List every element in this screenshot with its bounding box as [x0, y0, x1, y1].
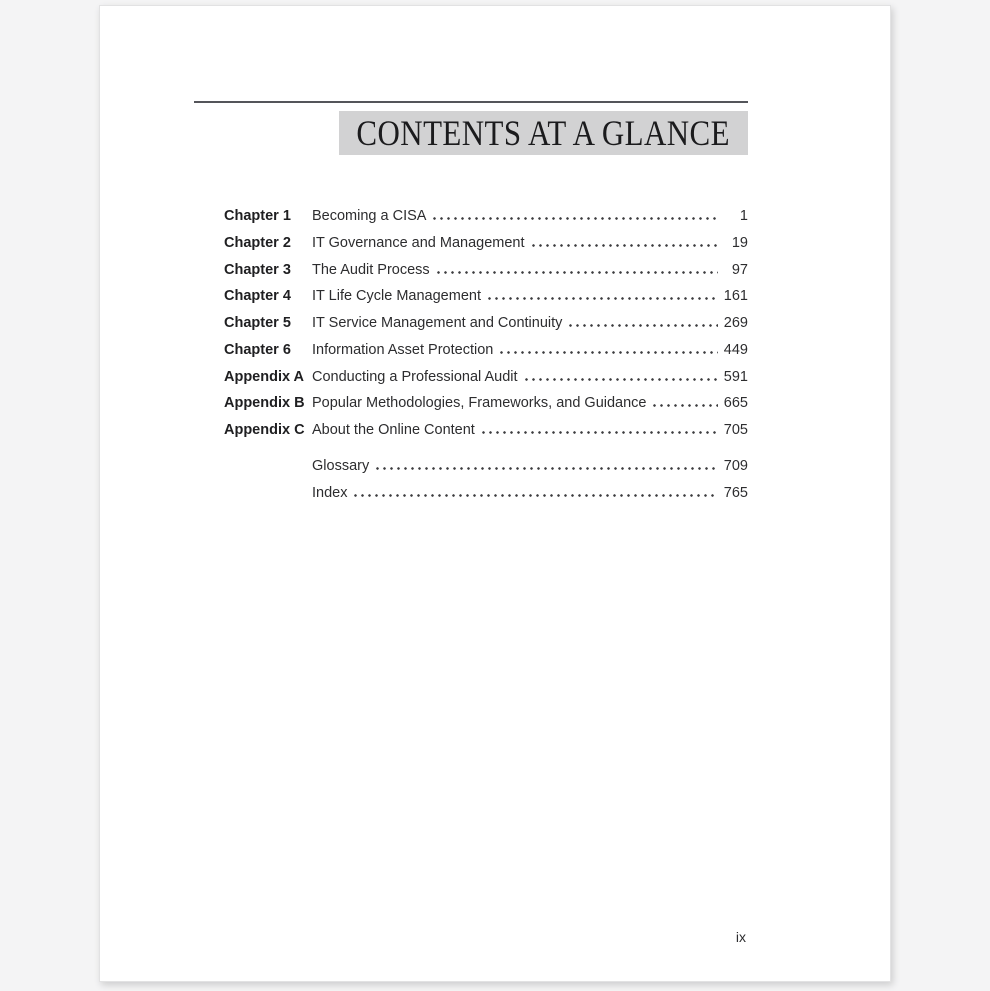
toc-entry-label: Chapter 1	[224, 208, 291, 224]
toc-entry-title: Becoming a CISA	[312, 208, 427, 224]
toc-entry-page-number: 709	[723, 457, 748, 474]
toc-entry-title: IT Life Cycle Management	[312, 288, 481, 305]
toc-entry	[224, 283, 748, 310]
toc-entry-label: Appendix C	[224, 422, 305, 438]
toc-entry-page-number: 665	[723, 395, 748, 412]
toc-entry-label: Chapter 6	[224, 341, 291, 358]
toc-entry-page-number: 765	[723, 484, 748, 501]
toc-entry	[224, 480, 748, 507]
title-rule	[194, 101, 748, 103]
toc-entry-title: Popular Methodologies, Frameworks, and Guidance	[312, 395, 647, 412]
toc-entry-title: IT Service Management and Continuity	[312, 315, 563, 331]
toc-entry	[224, 453, 748, 480]
toc-entry	[224, 203, 748, 230]
toc-entry-page-number: 1	[739, 208, 748, 224]
dot-leader	[374, 467, 718, 470]
toc-entry-title: Information Asset Protection	[312, 341, 494, 358]
toc-entry	[224, 230, 748, 257]
toc-chapter-list	[224, 203, 748, 444]
toc-entry	[224, 390, 748, 417]
toc-entry-page-number: 19	[731, 234, 748, 251]
toc-entry	[224, 310, 748, 337]
toc-entry-title: Conducting a Professional Audit	[312, 368, 518, 385]
dot-leader	[567, 324, 718, 327]
dot-leader	[352, 494, 718, 497]
toc-entry-label: Chapter 5	[224, 315, 291, 331]
dot-leader	[498, 351, 718, 354]
toc-entry-page-number: 449	[723, 341, 748, 358]
dot-leader	[486, 297, 718, 300]
toc-back-matter-list	[224, 453, 748, 507]
dot-leader	[480, 431, 718, 434]
toc-entry-title: IT Governance and Management	[312, 234, 525, 251]
toc-entry-title: The Audit Process	[312, 261, 430, 278]
toc-entry-page-number: 97	[731, 261, 748, 278]
toc-entry-title: Index	[312, 484, 348, 501]
toc-entry-title: Glossary	[312, 457, 370, 474]
page-title-banner	[339, 111, 748, 155]
toc-entry	[224, 337, 748, 364]
page-title: CONTENTS AT A GLANCE	[356, 113, 731, 153]
table-of-contents	[224, 203, 748, 506]
toc-entry	[224, 417, 748, 444]
dot-leader	[651, 404, 718, 407]
dot-leader	[431, 217, 718, 220]
toc-entry-label: Chapter 3	[224, 261, 291, 278]
toc-entry	[224, 257, 748, 284]
toc-entry-label: Appendix A	[224, 368, 305, 385]
toc-entry-title: About the Online Content	[312, 422, 475, 438]
toc-entry-page-number: 705	[723, 422, 748, 438]
dot-leader	[523, 378, 718, 381]
toc-entry-label: Appendix B	[224, 395, 305, 412]
dot-leader	[530, 244, 718, 247]
toc-entry-label: Chapter 2	[224, 234, 291, 251]
page-number: ix	[735, 929, 746, 945]
toc-entry-label: Chapter 4	[224, 288, 291, 305]
book-page	[99, 5, 891, 982]
dot-leader	[435, 271, 718, 274]
toc-entry-page-number: 591	[723, 368, 748, 385]
toc-entry-page-number: 161	[723, 288, 748, 305]
toc-entry-page-number: 269	[723, 315, 748, 331]
toc-entry	[224, 364, 748, 391]
